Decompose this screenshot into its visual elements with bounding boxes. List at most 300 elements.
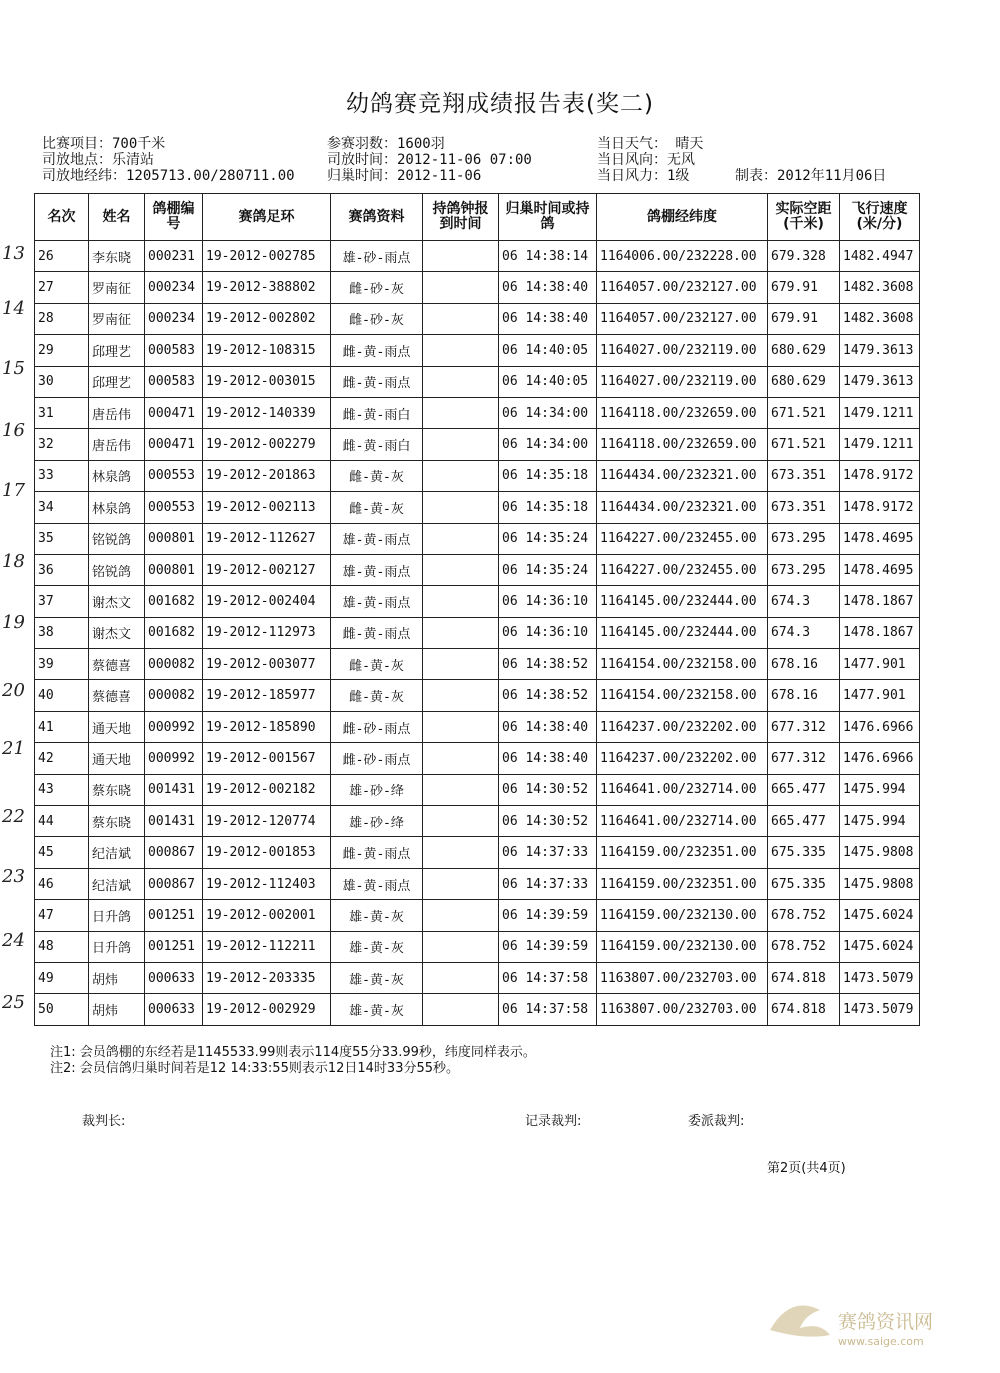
cell-bird-info: 雄-黄-雨点 xyxy=(331,586,423,617)
cell-name: 通天地 xyxy=(89,711,145,742)
cell-rank: 39 xyxy=(35,649,89,680)
table-row xyxy=(35,492,920,523)
watermark-url: www.saige.com xyxy=(838,1335,924,1348)
watermark-site-name: 赛鸽资讯网 xyxy=(838,1311,934,1333)
cell-distance: 680.629 xyxy=(768,335,840,366)
cell-rank: 34 xyxy=(35,492,89,523)
cell-return-time: 06 14:30:52 xyxy=(499,774,597,805)
header-distance: 实际空距(千米) xyxy=(768,194,840,241)
cell-bird-info: 雌-黄-灰 xyxy=(331,460,423,491)
table-row xyxy=(35,523,920,554)
cell-loft-coords: 1164159.00/232130.00 xyxy=(597,900,768,931)
table-body xyxy=(35,241,920,1026)
cell-clock-time xyxy=(423,931,499,962)
cell-ring: 19-2012-001853 xyxy=(203,837,331,868)
cell-return-time: 06 14:39:59 xyxy=(499,931,597,962)
cell-name: 林泉鸽 xyxy=(89,492,145,523)
cell-loft-id: 000633 xyxy=(145,962,203,993)
handwritten-group-mark: 15 xyxy=(2,358,25,379)
cell-bird-info: 雄-黄-灰 xyxy=(331,900,423,931)
cell-clock-time xyxy=(423,774,499,805)
cell-name: 纪洁斌 xyxy=(89,837,145,868)
cell-loft-coords: 1164159.00/232351.00 xyxy=(597,837,768,868)
cell-name: 李东晓 xyxy=(89,241,145,272)
cell-ring: 19-2012-002404 xyxy=(203,586,331,617)
cell-speed: 1479.1211 xyxy=(840,397,920,428)
handwritten-group-mark: 17 xyxy=(2,480,25,501)
cell-bird-info: 雄-砂-雨点 xyxy=(331,241,423,272)
cell-speed: 1475.6024 xyxy=(840,900,920,931)
meta-item-event: 比赛项目：700千米 xyxy=(42,136,166,152)
cell-name: 日升鸽 xyxy=(89,931,145,962)
table-row xyxy=(35,554,920,585)
signature-assigned-judge: 委派裁判: xyxy=(688,1114,745,1129)
cell-bird-info: 雌-黄-雨点 xyxy=(331,837,423,868)
cell-speed: 1473.5079 xyxy=(840,962,920,993)
cell-bird-info: 雄-砂-绛 xyxy=(331,806,423,837)
cell-return-time: 06 14:38:52 xyxy=(499,649,597,680)
cell-clock-time xyxy=(423,962,499,993)
cell-distance: 674.818 xyxy=(768,994,840,1025)
handwritten-group-mark: 23 xyxy=(2,866,25,887)
cell-return-time: 06 14:35:24 xyxy=(499,554,597,585)
table-row xyxy=(35,680,920,711)
header-loft-id: 鸽棚编号 xyxy=(145,194,203,241)
table-row xyxy=(35,806,920,837)
cell-clock-time xyxy=(423,303,499,334)
cell-speed: 1479.3613 xyxy=(840,366,920,397)
table-row xyxy=(35,241,920,272)
cell-return-time: 06 14:30:52 xyxy=(499,806,597,837)
cell-rank: 33 xyxy=(35,460,89,491)
cell-name: 铭锐鸽 xyxy=(89,554,145,585)
table-row xyxy=(35,931,920,962)
cell-return-time: 06 14:37:33 xyxy=(499,868,597,899)
table-header xyxy=(35,194,920,241)
cell-return-time: 06 14:35:18 xyxy=(499,460,597,491)
cell-bird-info: 雌-砂-雨点 xyxy=(331,743,423,774)
cell-distance: 678.16 xyxy=(768,680,840,711)
cell-clock-time xyxy=(423,680,499,711)
cell-rank: 42 xyxy=(35,743,89,774)
cell-return-time: 06 14:38:40 xyxy=(499,743,597,774)
table-row xyxy=(35,303,920,334)
handwritten-group-mark: 18 xyxy=(2,551,25,572)
footnote-1: 注1: 会员鸽棚的东经若是1145533.99则表示114度55分33.99秒，纬度同样表示。 xyxy=(50,1045,536,1060)
handwritten-group-mark: 24 xyxy=(2,930,25,951)
cell-bird-info: 雌-黄-灰 xyxy=(331,492,423,523)
cell-name: 罗南征 xyxy=(89,272,145,303)
cell-loft-coords: 1164227.00/232455.00 xyxy=(597,554,768,585)
cell-rank: 35 xyxy=(35,523,89,554)
cell-speed: 1478.1867 xyxy=(840,586,920,617)
cell-clock-time xyxy=(423,397,499,428)
meta-item-release-coords: 司放地经纬：1205713.00/280711.00 xyxy=(42,168,295,184)
cell-distance: 673.295 xyxy=(768,523,840,554)
meta-item-wind-force: 当日风力：1级 xyxy=(597,168,690,184)
cell-rank: 50 xyxy=(35,994,89,1025)
cell-loft-id: 000553 xyxy=(145,460,203,491)
handwritten-group-mark: 21 xyxy=(2,738,25,759)
cell-loft-id: 000801 xyxy=(145,554,203,585)
cell-ring: 19-2012-002279 xyxy=(203,429,331,460)
cell-distance: 678.752 xyxy=(768,900,840,931)
cell-speed: 1476.6966 xyxy=(840,711,920,742)
cell-rank: 32 xyxy=(35,429,89,460)
cell-distance: 674.818 xyxy=(768,962,840,993)
table-row xyxy=(35,335,920,366)
cell-speed: 1475.6024 xyxy=(840,931,920,962)
header-ring: 赛鸽足环 xyxy=(203,194,331,241)
cell-return-time: 06 14:38:14 xyxy=(499,241,597,272)
cell-rank: 40 xyxy=(35,680,89,711)
cell-distance: 671.521 xyxy=(768,397,840,428)
cell-ring: 19-2012-002929 xyxy=(203,994,331,1025)
cell-ring: 19-2012-002127 xyxy=(203,554,331,585)
cell-distance: 665.477 xyxy=(768,806,840,837)
handwritten-group-mark: 22 xyxy=(2,806,25,827)
cell-return-time: 06 14:39:59 xyxy=(499,900,597,931)
cell-distance: 678.752 xyxy=(768,931,840,962)
cell-ring: 19-2012-203335 xyxy=(203,962,331,993)
cell-ring: 19-2012-002113 xyxy=(203,492,331,523)
cell-ring: 19-2012-112403 xyxy=(203,868,331,899)
cell-return-time: 06 14:35:18 xyxy=(499,492,597,523)
cell-speed: 1479.3613 xyxy=(840,335,920,366)
cell-loft-coords: 1164057.00/232127.00 xyxy=(597,303,768,334)
cell-distance: 673.295 xyxy=(768,554,840,585)
header-bird-info: 赛鸽资料 xyxy=(331,194,423,241)
table-row xyxy=(35,366,920,397)
cell-ring: 19-2012-120774 xyxy=(203,806,331,837)
table-row xyxy=(35,711,920,742)
cell-loft-id: 000992 xyxy=(145,743,203,774)
cell-clock-time xyxy=(423,460,499,491)
table-row xyxy=(35,743,920,774)
cell-clock-time xyxy=(423,617,499,648)
cell-return-time: 06 14:36:10 xyxy=(499,617,597,648)
cell-ring: 19-2012-112627 xyxy=(203,523,331,554)
cell-bird-info: 雌-黄-雨白 xyxy=(331,429,423,460)
cell-loft-id: 001251 xyxy=(145,931,203,962)
cell-rank: 44 xyxy=(35,806,89,837)
table-row xyxy=(35,397,920,428)
cell-bird-info: 雄-黄-灰 xyxy=(331,994,423,1025)
cell-name: 唐岳伟 xyxy=(89,397,145,428)
cell-loft-coords: 1164118.00/232659.00 xyxy=(597,429,768,460)
cell-return-time: 06 14:38:40 xyxy=(499,272,597,303)
cell-return-time: 06 14:37:33 xyxy=(499,837,597,868)
cell-return-time: 06 14:36:10 xyxy=(499,586,597,617)
cell-loft-coords: 1164154.00/232158.00 xyxy=(597,680,768,711)
cell-distance: 679.91 xyxy=(768,303,840,334)
cell-name: 铭锐鸽 xyxy=(89,523,145,554)
cell-return-time: 06 14:38:40 xyxy=(499,303,597,334)
header-return-time: 归巢时间或持鸽 xyxy=(499,194,597,241)
cell-speed: 1482.3608 xyxy=(840,303,920,334)
cell-bird-info: 雌-砂-灰 xyxy=(331,272,423,303)
cell-bird-info: 雄-黄-灰 xyxy=(331,931,423,962)
cell-distance: 680.629 xyxy=(768,366,840,397)
handwritten-group-mark: 13 xyxy=(2,243,25,264)
cell-clock-time xyxy=(423,806,499,837)
cell-speed: 1475.994 xyxy=(840,774,920,805)
cell-name: 谢杰文 xyxy=(89,586,145,617)
cell-rank: 47 xyxy=(35,900,89,931)
cell-bird-info: 雌-黄-灰 xyxy=(331,680,423,711)
cell-ring: 19-2012-002802 xyxy=(203,303,331,334)
cell-name: 林泉鸽 xyxy=(89,460,145,491)
table-row xyxy=(35,900,920,931)
cell-speed: 1478.9172 xyxy=(840,492,920,523)
cell-name: 蔡德喜 xyxy=(89,680,145,711)
cell-return-time: 06 14:40:05 xyxy=(499,366,597,397)
cell-loft-id: 000234 xyxy=(145,303,203,334)
cell-clock-time xyxy=(423,711,499,742)
cell-name: 蔡东晓 xyxy=(89,774,145,805)
cell-return-time: 06 14:34:00 xyxy=(499,397,597,428)
cell-ring: 19-2012-201863 xyxy=(203,460,331,491)
header-speed: 飞行速度(米/分) xyxy=(840,194,920,241)
cell-loft-coords: 1164118.00/232659.00 xyxy=(597,397,768,428)
cell-distance: 679.328 xyxy=(768,241,840,272)
report-title: 幼鸽赛竞翔成绩报告表(奖二) xyxy=(346,91,654,117)
cell-loft-id: 000234 xyxy=(145,272,203,303)
cell-speed: 1478.9172 xyxy=(840,460,920,491)
cell-clock-time xyxy=(423,994,499,1025)
cell-clock-time xyxy=(423,554,499,585)
cell-distance: 673.351 xyxy=(768,460,840,491)
footnote-2: 注2: 会员信鸽归巢时间若是12 14:33:55则表示12日14时33分55秒。 xyxy=(50,1061,460,1076)
handwritten-group-mark: 20 xyxy=(2,680,25,701)
cell-loft-id: 000082 xyxy=(145,680,203,711)
cell-loft-coords: 1164159.00/232130.00 xyxy=(597,931,768,962)
cell-ring: 19-2012-112973 xyxy=(203,617,331,648)
table-row xyxy=(35,429,920,460)
cell-bird-info: 雌-黄-雨点 xyxy=(331,617,423,648)
cell-speed: 1479.1211 xyxy=(840,429,920,460)
cell-loft-coords: 1164237.00/232202.00 xyxy=(597,711,768,742)
meta-item-wind-direction: 当日风向：无风 xyxy=(597,152,695,168)
meta-item-prepared-date: 制表：2012年11月06日 xyxy=(735,168,887,184)
cell-name: 纪洁斌 xyxy=(89,868,145,899)
cell-return-time: 06 14:38:52 xyxy=(499,680,597,711)
cell-bird-info: 雄-砂-绛 xyxy=(331,774,423,805)
cell-loft-id: 000471 xyxy=(145,429,203,460)
cell-loft-coords: 1164057.00/232127.00 xyxy=(597,272,768,303)
cell-name: 蔡德喜 xyxy=(89,649,145,680)
cell-rank: 28 xyxy=(35,303,89,334)
cell-loft-coords: 1164154.00/232158.00 xyxy=(597,649,768,680)
cell-clock-time xyxy=(423,272,499,303)
cell-rank: 49 xyxy=(35,962,89,993)
cell-ring: 19-2012-185890 xyxy=(203,711,331,742)
cell-clock-time xyxy=(423,743,499,774)
cell-ring: 19-2012-185977 xyxy=(203,680,331,711)
cell-bird-info: 雌-黄-灰 xyxy=(331,649,423,680)
cell-speed: 1482.4947 xyxy=(840,241,920,272)
cell-loft-id: 000471 xyxy=(145,397,203,428)
cell-distance: 673.351 xyxy=(768,492,840,523)
cell-rank: 31 xyxy=(35,397,89,428)
cell-return-time: 06 14:38:40 xyxy=(499,711,597,742)
handwritten-group-mark: 14 xyxy=(2,298,25,319)
cell-bird-info: 雄-黄-灰 xyxy=(331,962,423,993)
handwritten-group-mark: 19 xyxy=(2,612,25,633)
cell-distance: 678.16 xyxy=(768,649,840,680)
cell-loft-id: 000633 xyxy=(145,994,203,1025)
header-clock-time: 持鸽钟报到时间 xyxy=(423,194,499,241)
cell-ring: 19-2012-002785 xyxy=(203,241,331,272)
cell-loft-id: 001682 xyxy=(145,617,203,648)
cell-distance: 674.3 xyxy=(768,617,840,648)
cell-name: 胡炜 xyxy=(89,994,145,1025)
cell-loft-coords: 1163807.00/232703.00 xyxy=(597,994,768,1025)
meta-item-entries: 参赛羽数：1600羽 xyxy=(327,136,445,152)
cell-return-time: 06 14:37:58 xyxy=(499,994,597,1025)
cell-loft-coords: 1164641.00/232714.00 xyxy=(597,806,768,837)
cell-ring: 19-2012-140339 xyxy=(203,397,331,428)
cell-name: 邱理艺 xyxy=(89,366,145,397)
cell-loft-coords: 1164641.00/232714.00 xyxy=(597,774,768,805)
cell-rank: 41 xyxy=(35,711,89,742)
cell-loft-id: 001251 xyxy=(145,900,203,931)
cell-loft-id: 001431 xyxy=(145,774,203,805)
cell-bird-info: 雌-黄-雨白 xyxy=(331,397,423,428)
cell-clock-time xyxy=(423,523,499,554)
cell-rank: 26 xyxy=(35,241,89,272)
cell-return-time: 06 14:37:58 xyxy=(499,962,597,993)
cell-loft-coords: 1164227.00/232455.00 xyxy=(597,523,768,554)
table-row xyxy=(35,774,920,805)
cell-distance: 675.335 xyxy=(768,868,840,899)
results-table xyxy=(34,193,920,1026)
cell-ring: 19-2012-002182 xyxy=(203,774,331,805)
cell-name: 唐岳伟 xyxy=(89,429,145,460)
cell-distance: 665.477 xyxy=(768,774,840,805)
cell-bird-info: 雄-黄-雨点 xyxy=(331,523,423,554)
header-loft-coords: 鸽棚经纬度 xyxy=(597,194,768,241)
cell-loft-id: 000583 xyxy=(145,366,203,397)
cell-speed: 1476.6966 xyxy=(840,743,920,774)
meta-item-return-date: 归巢时间：2012-11-06 xyxy=(327,168,482,184)
cell-ring: 19-2012-001567 xyxy=(203,743,331,774)
cell-speed: 1475.994 xyxy=(840,806,920,837)
cell-name: 通天地 xyxy=(89,743,145,774)
table-row xyxy=(35,460,920,491)
cell-speed: 1478.4695 xyxy=(840,554,920,585)
cell-bird-info: 雌-砂-雨点 xyxy=(331,711,423,742)
page-number: 第2页(共4页) xyxy=(767,1161,846,1176)
handwritten-group-mark: 25 xyxy=(2,992,25,1013)
cell-clock-time xyxy=(423,868,499,899)
cell-name: 胡炜 xyxy=(89,962,145,993)
cell-clock-time xyxy=(423,366,499,397)
table-row xyxy=(35,868,920,899)
meta-item-weather: 当日天气： 晴天 xyxy=(597,136,704,152)
cell-loft-id: 000583 xyxy=(145,335,203,366)
cell-speed: 1477.901 xyxy=(840,680,920,711)
cell-loft-coords: 1163807.00/232703.00 xyxy=(597,962,768,993)
cell-clock-time xyxy=(423,492,499,523)
cell-rank: 37 xyxy=(35,586,89,617)
cell-loft-coords: 1164434.00/232321.00 xyxy=(597,492,768,523)
cell-loft-id: 000867 xyxy=(145,868,203,899)
cell-loft-id: 001431 xyxy=(145,806,203,837)
cell-loft-coords: 1164237.00/232202.00 xyxy=(597,743,768,774)
cell-ring: 19-2012-108315 xyxy=(203,335,331,366)
cell-distance: 677.312 xyxy=(768,711,840,742)
cell-return-time: 06 14:35:24 xyxy=(499,523,597,554)
cell-ring: 19-2012-002001 xyxy=(203,900,331,931)
cell-bird-info: 雌-黄-雨点 xyxy=(331,366,423,397)
cell-bird-info: 雌-砂-灰 xyxy=(331,303,423,334)
cell-loft-id: 000231 xyxy=(145,241,203,272)
cell-loft-id: 000082 xyxy=(145,649,203,680)
cell-return-time: 06 14:40:05 xyxy=(499,335,597,366)
footnotes xyxy=(50,1045,536,1077)
cell-speed: 1475.9808 xyxy=(840,868,920,899)
cell-speed: 1473.5079 xyxy=(840,994,920,1025)
cell-name: 邱理艺 xyxy=(89,335,145,366)
cell-ring: 19-2012-003077 xyxy=(203,649,331,680)
signature-chief-judge: 裁判长: xyxy=(82,1114,126,1129)
cell-speed: 1477.901 xyxy=(840,649,920,680)
cell-clock-time xyxy=(423,900,499,931)
cell-loft-coords: 1164434.00/232321.00 xyxy=(597,460,768,491)
table-row xyxy=(35,649,920,680)
cell-clock-time xyxy=(423,649,499,680)
cell-name: 罗南征 xyxy=(89,303,145,334)
cell-rank: 29 xyxy=(35,335,89,366)
cell-speed: 1478.1867 xyxy=(840,617,920,648)
cell-distance: 677.312 xyxy=(768,743,840,774)
cell-loft-id: 000867 xyxy=(145,837,203,868)
cell-loft-id: 000801 xyxy=(145,523,203,554)
table-row xyxy=(35,586,920,617)
cell-ring: 19-2012-112211 xyxy=(203,931,331,962)
cell-name: 蔡东晓 xyxy=(89,806,145,837)
meta-item-release-site: 司放地点：乐清站 xyxy=(42,152,154,168)
cell-rank: 38 xyxy=(35,617,89,648)
cell-bird-info: 雄-黄-雨点 xyxy=(331,868,423,899)
cell-clock-time xyxy=(423,241,499,272)
table-row xyxy=(35,962,920,993)
cell-rank: 46 xyxy=(35,868,89,899)
table-row xyxy=(35,617,920,648)
cell-loft-coords: 1164027.00/232119.00 xyxy=(597,366,768,397)
cell-clock-time xyxy=(423,586,499,617)
cell-loft-coords: 1164159.00/232351.00 xyxy=(597,868,768,899)
cell-speed: 1478.4695 xyxy=(840,523,920,554)
cell-ring: 19-2012-388802 xyxy=(203,272,331,303)
cell-loft-coords: 1164145.00/232444.00 xyxy=(597,586,768,617)
table-row xyxy=(35,272,920,303)
cell-rank: 36 xyxy=(35,554,89,585)
cell-rank: 45 xyxy=(35,837,89,868)
meta-item-release-time: 司放时间：2012-11-06 07:00 xyxy=(327,152,532,168)
cell-rank: 48 xyxy=(35,931,89,962)
cell-return-time: 06 14:34:00 xyxy=(499,429,597,460)
cell-loft-coords: 1164027.00/232119.00 xyxy=(597,335,768,366)
cell-clock-time xyxy=(423,837,499,868)
cell-distance: 671.521 xyxy=(768,429,840,460)
cell-loft-id: 000992 xyxy=(145,711,203,742)
cell-clock-time xyxy=(423,335,499,366)
cell-loft-coords: 1164006.00/232228.00 xyxy=(597,241,768,272)
cell-loft-id: 000553 xyxy=(145,492,203,523)
cell-distance: 674.3 xyxy=(768,586,840,617)
